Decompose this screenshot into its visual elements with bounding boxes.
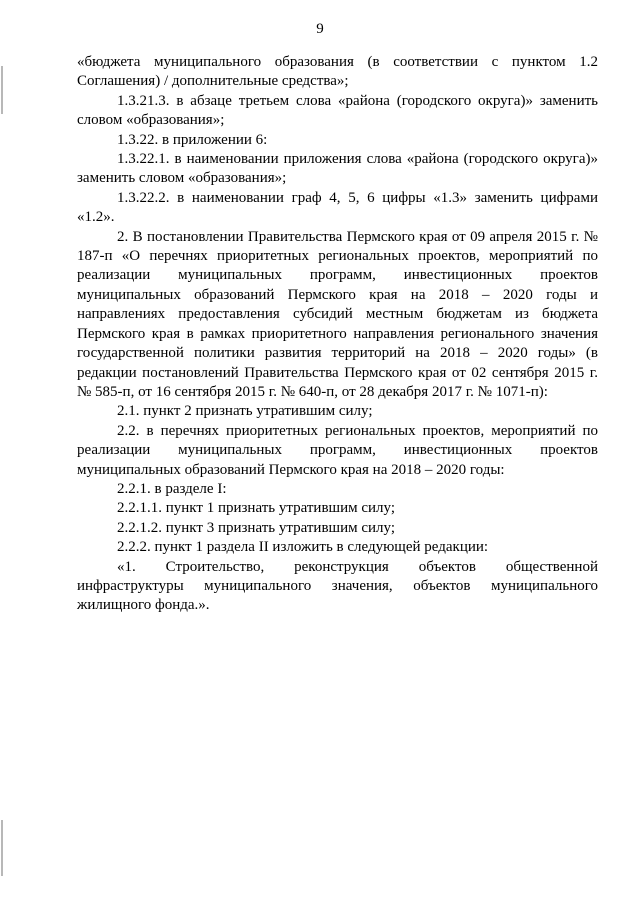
paragraph-1-3-22: 1.3.22. в приложении 6:	[117, 131, 268, 148]
paragraph-2-1: 2.1. пункт 2 признать утратившим силу;	[117, 403, 373, 420]
paragraph-quoted-item-1: «1. Строительство, реконструкция объектов общественной инфраструктуры муниципального значения, объектов муниципального жилищного фонда.».	[77, 558, 598, 614]
paragraph-2-2: 2.2. в перечнях приоритетных региональных проектов, мероприятий по реализации муниципальных программ, инвестиционных проектов муниципальных образований Пермского края на 2018 – 2020 годы:	[77, 422, 598, 478]
document-body	[77, 53, 598, 616]
paragraph-2-2-1-1: 2.2.1.1. пункт 1 признать утратившим силу;	[117, 500, 396, 517]
paragraph-1-3-21-3: 1.3.21.3. в абзаце третьем слова «района (городского округа)» заменить словом «образования»;	[77, 92, 598, 129]
paragraph-1-3-22-2: 1.3.22.2. в наименовании граф 4, 5, 6 цифры «1.3» заменить цифрами «1.2».	[77, 189, 598, 226]
page-number: 9	[316, 21, 324, 37]
paragraph-1-3-22-1: 1.3.22.1. в наименовании приложения слова «района (городского округа)» заменить словом «образования»;	[77, 151, 598, 187]
paragraph-continuation: «бюджета муниципального образования (в соответствии с пунктом 1.2 Соглашения) / дополнительные средства»;	[77, 54, 598, 90]
paragraph-2-2-1-2: 2.2.1.2. пункт 3 признать утратившим силу;	[117, 519, 396, 536]
paragraph-2-2-1: 2.2.1. в разделе I:	[117, 480, 227, 497]
paragraph-2-2-2: 2.2.2. пункт 1 раздела II изложить в следующей редакции:	[117, 539, 489, 556]
scan-edge-mark	[1, 66, 3, 114]
scan-edge-mark	[1, 820, 3, 876]
paragraph-2: 2. В постановлении Правительства Пермского края от 09 апреля 2015 г. № 187-п «О перечнях приоритетных региональных проектов, мероприятий по реализации муниципальных программ, инвестиционных проектов муниципальных образований Пермского края на 2018 – 2020 годы и направлениях предоставления субсидий местным бюджетам из бюджета Пермского края в рамках приоритетного направления регионального значения государственной политики развития территорий на 2018 – 2020 годы» (в редакции постановлений Правительства Пермского края от 02 сентября 2015 г. № 585-п, от 16 сентября 2015 г. № 640-п, от 28 декабря 2017 г. № 1071-п):	[77, 228, 598, 400]
